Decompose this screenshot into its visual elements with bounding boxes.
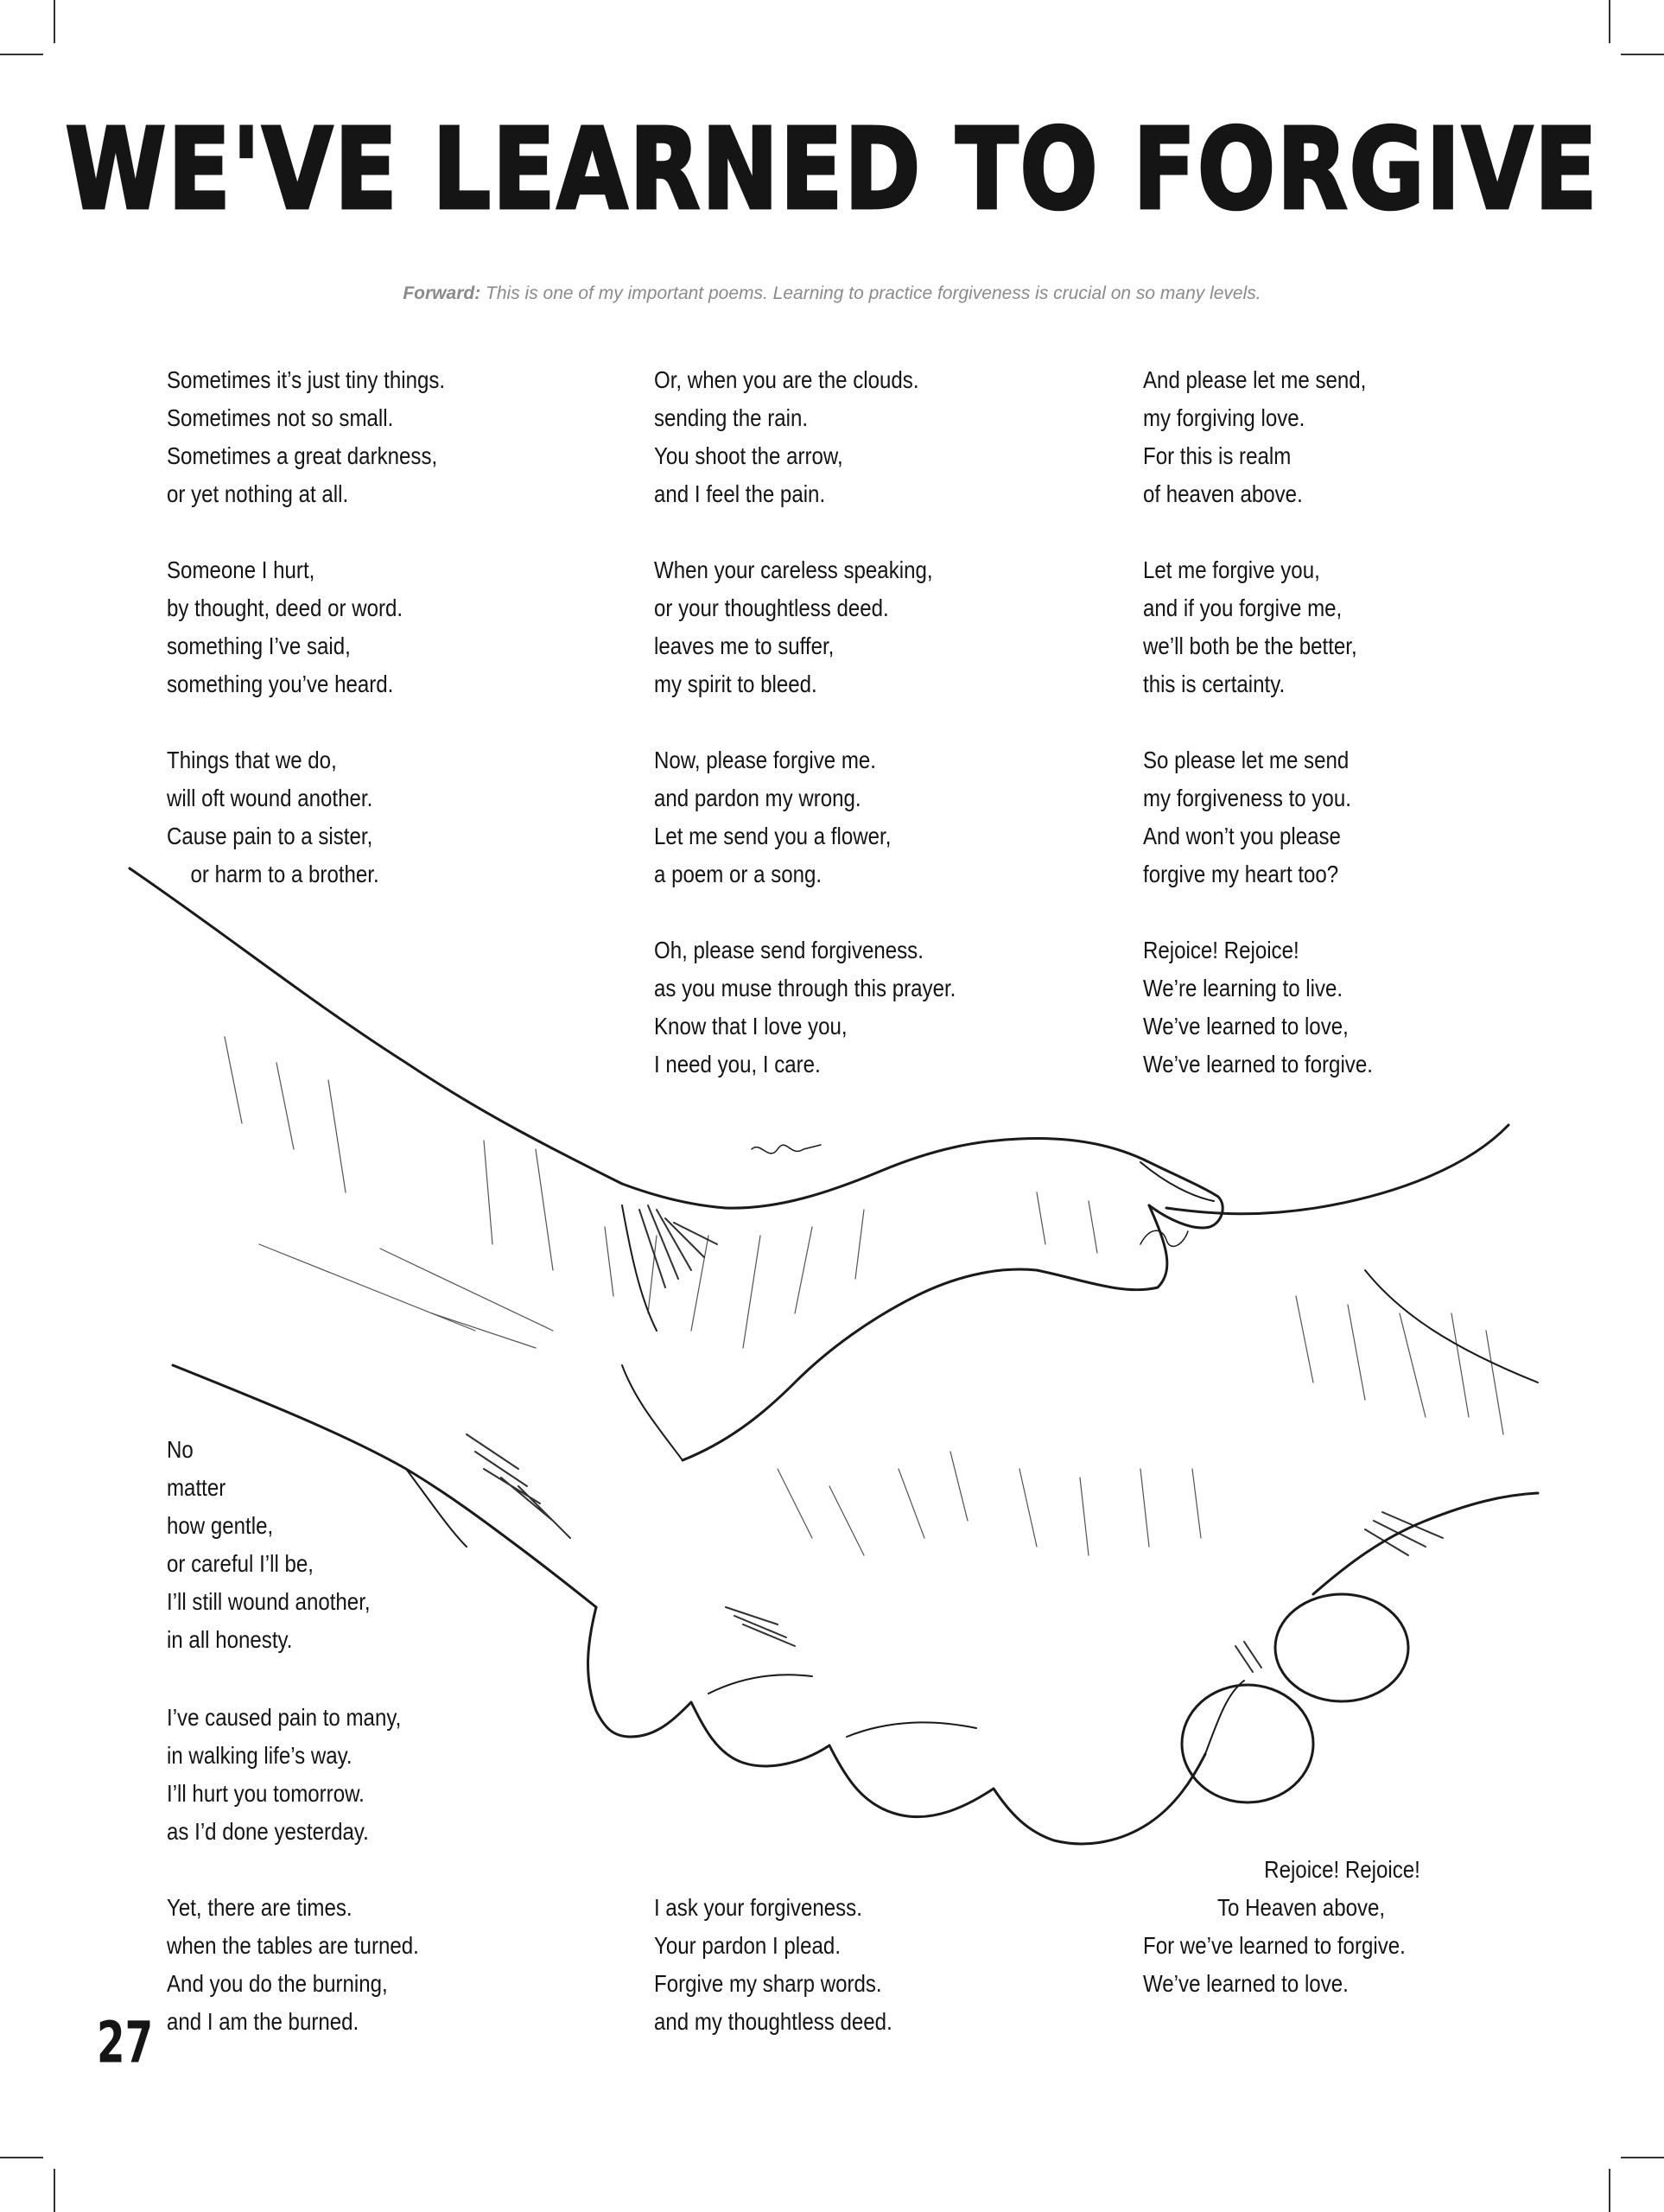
poem-line: as I’d done yesterday.	[167, 1818, 369, 1845]
poem-line: For this is realm	[1143, 442, 1292, 469]
stanza	[167, 741, 379, 893]
poem-line: For we’ve learned to forgive.	[1143, 1932, 1406, 1959]
poem-line: how gentle,	[167, 1512, 274, 1539]
poem-line: and my thoughtless deed.	[654, 2008, 892, 2035]
poem-line: a poem or a song.	[654, 861, 822, 887]
poem-line: and if you forgive me,	[1143, 594, 1343, 621]
poem-line: in all honesty.	[167, 1626, 293, 1653]
poem-line: matter	[167, 1474, 226, 1501]
stanza	[167, 1699, 401, 1851]
page-title: WE'VE LEARNED TO FORGIVE	[65, 105, 1599, 235]
stanza	[167, 551, 403, 703]
poem-line: I’ll hurt you tomorrow.	[167, 1780, 365, 1807]
poem-line: we’ll both be the better,	[1143, 632, 1357, 659]
poem-line: Now, please forgive me.	[654, 747, 876, 773]
poem-line: sending the rain.	[654, 404, 809, 431]
poem-line: and pardon my wrong.	[654, 785, 861, 811]
poem-line: will oft wound another.	[167, 785, 373, 811]
poem-line: Forgive my sharp words.	[654, 1970, 882, 1997]
poem-line: my forgiveness to you.	[1143, 785, 1351, 811]
poem-line: Rejoice! Rejoice!	[1143, 937, 1299, 963]
poem-line: Sometimes not so small.	[167, 404, 394, 431]
poem-line: Your pardon I plead.	[654, 1932, 842, 1959]
poem-line: We’ve learned to love.	[1143, 1970, 1349, 1997]
stanza	[654, 1889, 892, 2041]
stanza	[654, 551, 933, 703]
forward-text: This is one of my important poems. Learning to practice forgiveness is crucial on so many levels.	[486, 283, 1261, 303]
poem-line: We’ve learned to love,	[1143, 1013, 1349, 1039]
poem-line: in walking life’s way.	[167, 1742, 352, 1769]
stanza	[1143, 361, 1366, 513]
poem-line: And you do the burning,	[167, 1970, 388, 1997]
poem-line: this is certainty.	[1143, 671, 1286, 697]
poem-line: And won’t you please	[1143, 823, 1341, 849]
forward-label: Forward:	[403, 283, 481, 303]
poem-line: or careful I’ll be,	[167, 1550, 314, 1577]
poem-line: Oh, please send forgiveness.	[654, 937, 924, 963]
poem-line: I ask your forgiveness.	[654, 1894, 862, 1921]
poem-line: Sometimes a great darkness,	[167, 442, 438, 469]
poem-line: And please let me send,	[1143, 366, 1367, 393]
stanza	[1143, 931, 1373, 1084]
page-number: 27	[97, 2010, 154, 2076]
poem-line: No	[167, 1436, 194, 1463]
poem-line: I’ve caused pain to many,	[167, 1704, 402, 1731]
poem-line: when the tables are turned.	[167, 1932, 419, 1959]
poem-line: To Heaven above,	[1217, 1894, 1386, 1921]
poem-line: Sometimes it’s just tiny things.	[167, 366, 446, 393]
poem-line: or your thoughtless deed.	[654, 594, 889, 621]
poem-line: Cause pain to a sister,	[167, 823, 373, 849]
poem-line: and I feel the pain.	[654, 480, 826, 507]
stanza	[654, 931, 956, 1084]
poem-line: and I am the burned.	[167, 2008, 359, 2035]
stanza	[1143, 1851, 1420, 2003]
poem-line: by thought, deed or word.	[167, 594, 403, 621]
poem-line: Let me forgive you,	[1143, 556, 1320, 583]
poem-line: as you muse through this prayer.	[654, 975, 956, 1001]
poem-line: Things that we do,	[167, 747, 337, 773]
poem-line: Yet, there are times.	[167, 1894, 352, 1921]
stanza	[654, 361, 919, 513]
poem-line: Someone I hurt,	[167, 556, 315, 583]
poem-line: I’ll still wound another,	[167, 1588, 371, 1615]
poem-line: of heaven above.	[1143, 480, 1303, 507]
poem-line: So please let me send	[1143, 747, 1350, 773]
poem-line: We’re learning to live.	[1143, 975, 1343, 1001]
poem-line: forgive my heart too?	[1143, 861, 1339, 887]
stanza	[654, 741, 891, 893]
stanza	[167, 1889, 419, 2041]
poem-line: You shoot the arrow,	[654, 442, 843, 469]
poem-line: or yet nothing at all.	[167, 480, 349, 507]
stanza	[167, 1431, 371, 1659]
stanza	[167, 361, 445, 513]
forward-note	[0, 283, 1664, 304]
poem-line: We’ve learned to forgive.	[1143, 1051, 1373, 1077]
poem-line: my forgiving love.	[1143, 404, 1305, 431]
poem-line: something you’ve heard.	[167, 671, 394, 697]
poem-line: Know that I love you,	[654, 1013, 848, 1039]
poem-line: or harm to a brother.	[190, 861, 379, 887]
poem-line: Or, when you are the clouds.	[654, 366, 919, 393]
poem-line: something I’ve said,	[167, 632, 351, 659]
poem-line: my spirit to bleed.	[654, 671, 817, 697]
stanza	[1143, 741, 1351, 893]
poem-line: Let me send you a flower,	[654, 823, 892, 849]
poem-line: leaves me to suffer,	[654, 632, 835, 659]
stanza	[1143, 551, 1357, 703]
poem-line: Rejoice! Rejoice!	[1264, 1856, 1420, 1883]
poem-line: When your careless speaking,	[654, 556, 933, 583]
poem-line: I need you, I care.	[654, 1051, 821, 1077]
